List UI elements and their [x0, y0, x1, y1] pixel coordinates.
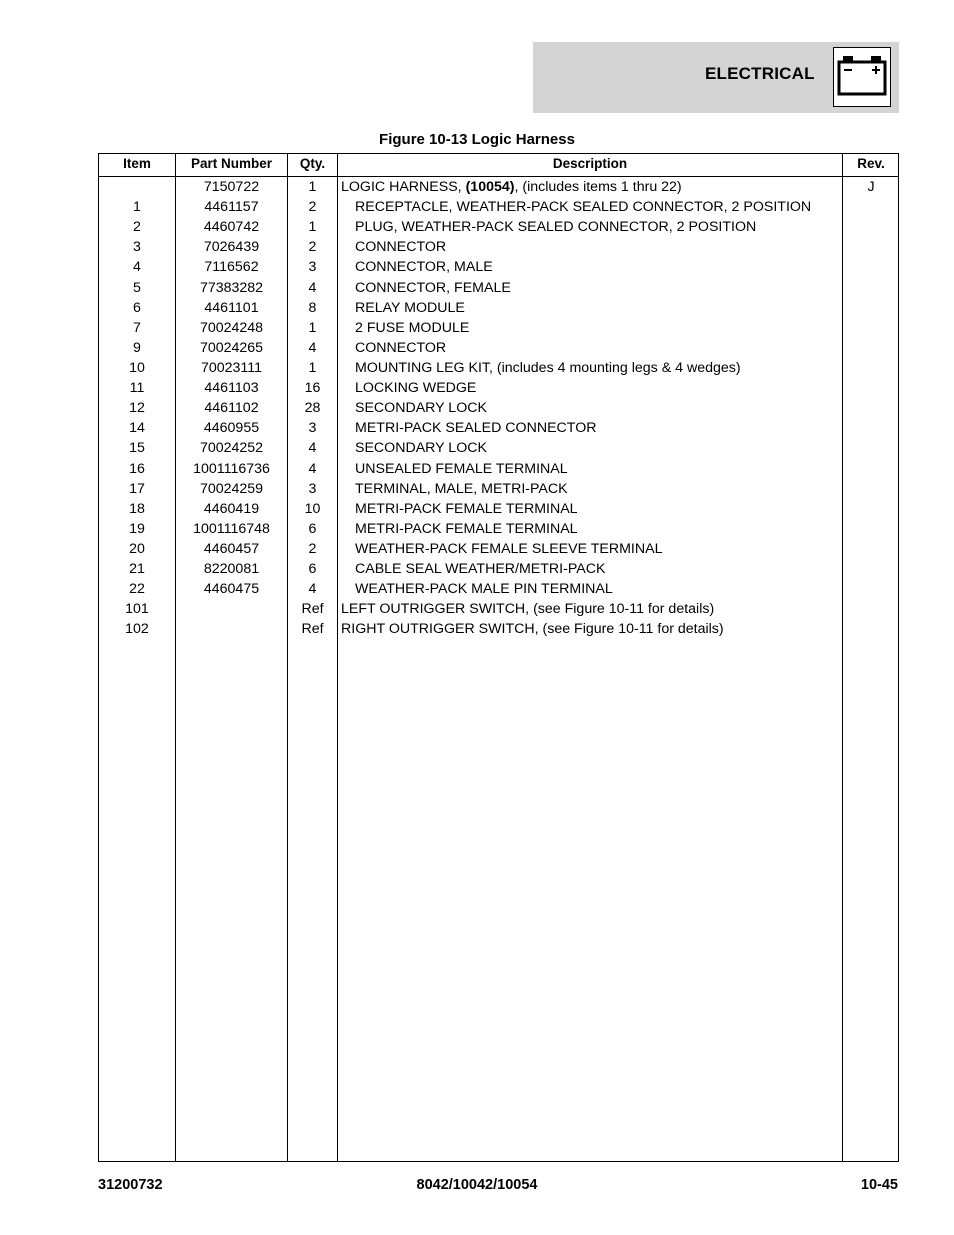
description-text: WEATHER-PACK FEMALE SLEEVE TERMINAL	[355, 540, 663, 557]
table-row	[99, 358, 898, 378]
table-row	[99, 539, 898, 559]
item-cell: 3	[133, 239, 141, 256]
part-number-cell: 4461157	[204, 199, 259, 216]
part-number-cell: 4460955	[203, 420, 260, 437]
part-number-cell: 70024265	[199, 339, 264, 356]
table-row	[99, 519, 898, 539]
table-row	[99, 459, 898, 479]
table-row	[99, 298, 898, 318]
item-cell: 101	[125, 601, 149, 618]
item-cell: 22	[129, 581, 145, 598]
qty-cell: 3	[308, 480, 317, 497]
description-text: TERMINAL, MALE, METRI-PACK	[355, 480, 568, 497]
qty-cell: 1	[308, 179, 317, 195]
item-cell: 18	[129, 500, 145, 517]
item-cell: 15	[129, 440, 145, 457]
table-row	[99, 318, 898, 338]
description-text: CONNECTOR, FEMALE	[355, 279, 511, 296]
qty-cell: 2	[308, 239, 317, 256]
qty-cell: 4	[308, 581, 317, 598]
qty-cell: 4	[308, 460, 317, 477]
table-row	[99, 398, 898, 418]
document-number: 31200732	[98, 1177, 163, 1193]
item-cell: 9	[133, 339, 141, 356]
table-row	[99, 197, 898, 217]
item-cell: 6	[133, 299, 141, 316]
description-text: 2 FUSE MODULE	[355, 319, 470, 336]
section-title: ELECTRICAL	[705, 64, 815, 83]
qty-cell: 16	[304, 380, 321, 397]
description-cell	[355, 459, 855, 479]
description-text: RIGHT OUTRIGGER SWITCH, (see Figure 10-11 for details)	[341, 621, 724, 638]
part-number-cell: 70024248	[199, 319, 264, 336]
description-cell	[355, 358, 855, 378]
table-row	[99, 479, 898, 499]
part-number-cell: 77383282	[199, 279, 264, 296]
qty-cell: 4	[308, 440, 317, 457]
part-number-cell: 4460457	[203, 540, 260, 557]
description-text: CONNECTOR	[355, 339, 447, 356]
description-cell	[355, 519, 855, 539]
part-number-cell: 7026439	[203, 239, 260, 256]
description-text: RELAY MODULE	[355, 299, 465, 316]
description-cell	[355, 197, 855, 217]
description-text: CONNECTOR, MALE	[355, 259, 493, 276]
description-cell	[355, 539, 855, 559]
description-cell	[355, 338, 855, 358]
description-model-number: (10054)	[465, 179, 515, 195]
part-number-cell: 70023111	[200, 359, 262, 376]
qty-cell: 3	[308, 259, 317, 276]
description-cell	[355, 298, 855, 318]
part-number-cell: 70024252	[199, 440, 264, 457]
qty-cell: 3	[308, 420, 317, 437]
description-cell	[355, 237, 855, 257]
qty-cell: 1	[308, 219, 317, 236]
description-text: SECONDARY LOCK	[355, 440, 487, 457]
item-cell: 10	[129, 359, 145, 376]
table-row	[99, 278, 898, 298]
qty-cell: 4	[308, 279, 317, 296]
description-cell	[341, 619, 841, 639]
table-row	[99, 438, 898, 458]
item-cell: 12	[129, 400, 145, 417]
description-cell	[341, 177, 841, 197]
description-suffix: , (includes items 1 thru 22)	[514, 179, 682, 195]
qty-cell: 1	[308, 359, 317, 376]
table-row	[99, 338, 898, 358]
qty-cell: 2	[308, 199, 317, 216]
description-text: METRI-PACK FEMALE TERMINAL	[355, 520, 578, 537]
part-number-cell: 8220081	[203, 561, 260, 578]
part-number-cell: 1001116736	[193, 460, 270, 477]
part-number-cell: 4460419	[203, 500, 260, 517]
item-cell: 11	[129, 380, 145, 397]
table-row	[99, 378, 898, 398]
item-cell: 2	[133, 219, 141, 236]
part-number-cell: 4461103	[204, 380, 259, 397]
qty-cell: 1	[308, 319, 317, 336]
table-row	[99, 499, 898, 519]
description-cell	[355, 499, 855, 519]
table-row	[99, 599, 898, 619]
column-header-item: Item	[123, 156, 151, 171]
description-cell	[355, 479, 855, 499]
description-text: PLUG, WEATHER-PACK SEALED CONNECTOR, 2 POSITION	[355, 219, 757, 236]
qty-cell: Ref	[301, 601, 324, 618]
description-text: UNSEALED FEMALE TERMINAL	[355, 460, 568, 477]
table-body	[99, 177, 898, 640]
description-cell	[355, 579, 855, 599]
description-text: SECONDARY LOCK	[355, 400, 487, 417]
part-number-cell: 4461102	[204, 400, 259, 417]
description-cell	[355, 418, 855, 438]
section-header	[533, 42, 899, 113]
table-row	[99, 559, 898, 579]
item-cell: 19	[129, 520, 145, 537]
item-cell: 14	[129, 420, 145, 437]
description-text: CABLE SEAL WEATHER/METRI-PACK	[355, 561, 606, 578]
description-cell	[355, 278, 855, 298]
figure-title: Figure 10-13 Logic Harness	[379, 131, 575, 148]
qty-cell: 4	[308, 339, 317, 356]
description-cell	[355, 398, 855, 418]
qty-cell: 28	[304, 400, 321, 417]
battery-icon	[833, 47, 891, 107]
part-number-cell: 7150722	[203, 179, 260, 195]
table-row	[99, 579, 898, 599]
column-header-rev: Rev.	[857, 156, 885, 171]
description-text: METRI-PACK FEMALE TERMINAL	[355, 500, 578, 517]
item-cell: 102	[125, 621, 149, 638]
part-number-cell: 7116562	[204, 259, 259, 276]
description-cell	[355, 559, 855, 579]
item-cell: 4	[133, 259, 141, 276]
description-cell	[355, 438, 855, 458]
item-cell: 5	[133, 279, 141, 296]
part-number-cell: 4460475	[203, 581, 260, 598]
table-row	[99, 619, 898, 639]
description-text: CONNECTOR	[355, 239, 447, 256]
description-text: LOCKING WEDGE	[355, 380, 477, 397]
item-cell: 20	[129, 540, 145, 557]
description-text: LOGIC HARNESS,	[341, 179, 466, 195]
qty-cell: 6	[308, 520, 317, 537]
item-cell: 17	[129, 480, 145, 497]
qty-cell: 10	[304, 500, 321, 517]
page-number: 10-45	[860, 1177, 898, 1193]
description-cell	[355, 318, 855, 338]
item-cell: 1	[133, 199, 141, 216]
qty-cell: Ref	[301, 621, 324, 638]
description-text: MOUNTING LEG KIT, (includes 4 mounting legs & 4 wedges)	[355, 359, 741, 376]
table-row	[99, 177, 898, 197]
item-cell: 16	[129, 460, 145, 477]
item-cell: 7	[133, 319, 141, 336]
description-cell	[355, 378, 855, 398]
qty-cell: 6	[308, 561, 317, 578]
description-text: RECEPTACLE, WEATHER-PACK SEALED CONNECTOR, 2 POSITION	[355, 199, 812, 216]
table-row	[99, 257, 898, 277]
table-row	[99, 217, 898, 237]
parts-table	[98, 153, 899, 1162]
part-number-cell: 70024259	[199, 480, 264, 497]
description-cell	[355, 217, 855, 237]
qty-cell: 2	[308, 540, 317, 557]
qty-cell: 8	[308, 299, 317, 316]
part-number-cell: 4460742	[203, 219, 260, 236]
rev-cell: J	[867, 179, 875, 195]
table-row	[99, 237, 898, 257]
part-number-cell: 4461101	[204, 299, 259, 316]
part-number-cell: 1001116748	[193, 520, 270, 537]
description-cell	[341, 599, 841, 619]
column-header-description: Description	[552, 156, 628, 171]
table-row	[99, 418, 898, 438]
description-text: WEATHER-PACK MALE PIN TERMINAL	[355, 581, 613, 598]
description-cell	[355, 257, 855, 277]
model-numbers: 8042/10042/10054	[416, 1177, 538, 1193]
description-text: LEFT OUTRIGGER SWITCH, (see Figure 10-11 for details)	[341, 601, 715, 618]
description-text: METRI-PACK SEALED CONNECTOR	[355, 420, 597, 437]
item-cell: 21	[129, 561, 145, 578]
column-header-qty: Qty.	[299, 156, 326, 171]
column-header-part-number: Part Number	[190, 156, 273, 171]
